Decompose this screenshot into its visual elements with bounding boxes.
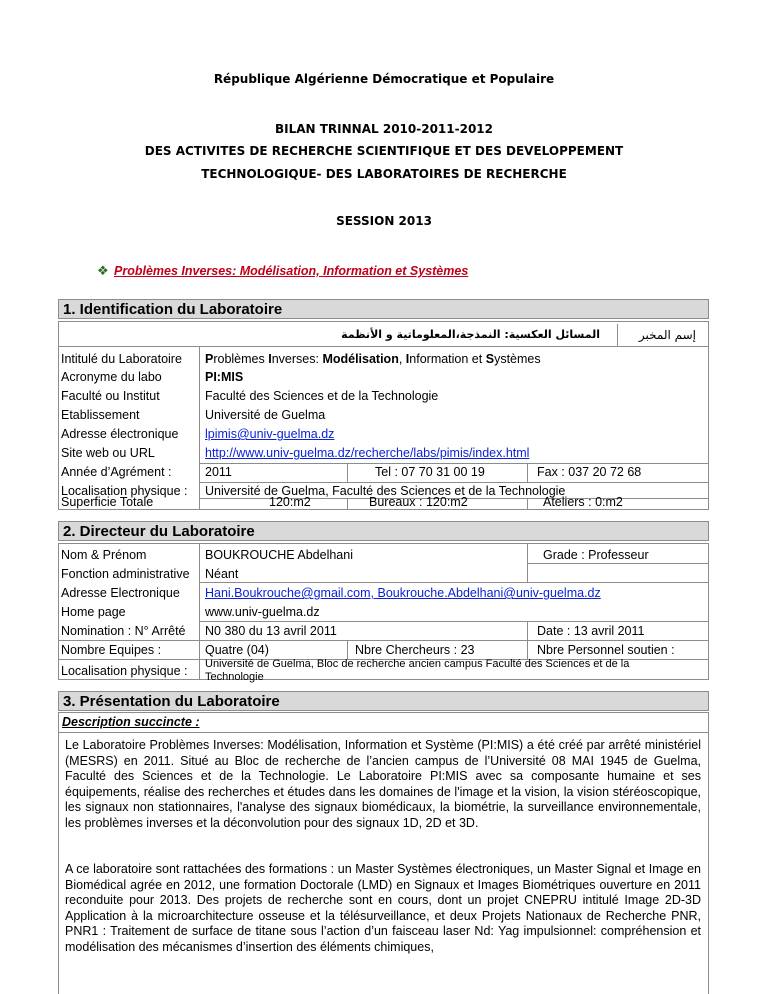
label-nomination: Nomination : N° Arrêté bbox=[61, 624, 186, 638]
label-nom: Nom & Prénom bbox=[61, 548, 147, 562]
divider bbox=[347, 640, 348, 659]
header-bilan: BILAN TRINNAL 2010-2011-2012 bbox=[274, 122, 493, 136]
arabic-separator bbox=[617, 324, 618, 346]
value-date: Date : 13 avril 2011 bbox=[537, 624, 645, 638]
value-superficie: 120:m2 bbox=[269, 495, 311, 509]
presentation-box bbox=[58, 712, 709, 994]
value-home-page[interactable]: www.univ-guelma.dz bbox=[205, 605, 320, 619]
value-localisation: Université de Guelma, Faculté des Sciences et de la Technologie bbox=[205, 484, 566, 498]
description-label: Description succincte : bbox=[62, 715, 200, 729]
label-intitule: Intitulé du Laboratoire bbox=[61, 352, 182, 366]
header-activites: DES ACTIVITES DE RECHERCHE SCIENTIFIQUE ET DES DEVELOPPEMENT bbox=[144, 144, 624, 158]
divider bbox=[347, 498, 348, 510]
value-grade: Grade : Professeur bbox=[543, 548, 649, 562]
divider bbox=[199, 346, 200, 510]
divider bbox=[347, 463, 348, 482]
header-session: SESSION 2013 bbox=[336, 214, 432, 228]
divider bbox=[199, 582, 708, 583]
divider bbox=[527, 498, 528, 510]
label-home-page: Home page bbox=[61, 605, 126, 619]
value-annee: 2011 bbox=[205, 465, 232, 479]
label-fonction: Fonction administrative bbox=[61, 567, 190, 581]
arabic-lab-name: المسائل العكسية: النمذجة،المعلوماتية و الأنظمة bbox=[341, 328, 600, 341]
section-presentation-title: 3. Présentation du Laboratoire bbox=[58, 691, 709, 711]
label-faculte: Faculté ou Institut bbox=[61, 389, 160, 403]
divider bbox=[199, 621, 708, 622]
label-localisation-physique: Localisation physique : bbox=[61, 664, 188, 678]
identification-table bbox=[58, 321, 709, 510]
value-tel: Tel : 07 70 31 00 19 bbox=[375, 465, 485, 479]
label-equipes: Nombre Equipes : bbox=[61, 643, 162, 657]
value-nom: BOUKROUCHE Abdelhani bbox=[205, 548, 353, 562]
divider bbox=[59, 732, 708, 733]
description-paragraph-2: A ce laboratoire sont rattachées des formations : un Master Systèmes électroniques, un Master Signal et Image en Biomédical agrée en 2012, une formation Doctorale (LMD) en Signaux et Images Biométriques ouverture en 2011 reconduite pour 2013. Des projets de recherche sont en cours, dont un projet CNEPRU intitulé Image 2D-3D Application à la microarchitecture osseuse et la télésurveillance, et deux Projets Nationaux de Recherche PNR, PNR1 : Traitement de surface de titane sous l’action d’un faisceau laser Nd: Yag impulsionnel: compréhension et modélisation des mécanismes d’insertion des éléments chimiques, bbox=[65, 862, 701, 954]
value-equipes: Quatre (04) bbox=[205, 643, 269, 657]
divider bbox=[527, 563, 708, 564]
value-bureaux: Bureaux : 120:m2 bbox=[369, 495, 468, 509]
website-link[interactable]: http://www.univ-guelma.dz/recherche/labs/pimis/index.html bbox=[205, 446, 530, 460]
value-chercheurs: Nbre Chercheurs : 23 bbox=[355, 643, 475, 657]
divider bbox=[199, 482, 708, 483]
label-acronyme: Acronyme du labo bbox=[61, 370, 162, 384]
section-identification-title: 1. Identification du Laboratoire bbox=[58, 299, 709, 319]
description-paragraph-1: Le Laboratoire Problèmes Inverses: Modélisation, Information et Système (PI:MIS) a été créé par arrêté ministériel (MESRS) en 2011. Situé au Bloc de recherche de l’ancien campus de l’Université 08 MAI 1945 de Guelma, Faculté des Sciences et de la Technologie. Le Laboratoire PI:MIS avec sa composante humaine et ses équipements, réalise des recherches et études dans les domaines de l'image et la vision, la vision stéréoscopique, les signaux non stationnaires, l'analyse des signaux biomédicaux, la biométrie, la surveillance environnementale, les problèmes inverses et la déconvolution pour des signaux 1D, 2D et 3D. bbox=[65, 738, 701, 830]
diamond-bullet-icon: ❖ bbox=[97, 263, 109, 278]
label-superficie: Superficie Totale bbox=[61, 495, 154, 509]
divider bbox=[199, 463, 708, 464]
value-fax: Fax : 037 20 72 68 bbox=[537, 465, 642, 479]
value-fonction: Néant bbox=[205, 567, 239, 581]
value-faculte: Faculté des Sciences et de la Technologie bbox=[205, 389, 439, 403]
divider bbox=[59, 640, 708, 641]
value-intitule: Problèmes Inverses: Modélisation, Information et Systèmes bbox=[205, 352, 541, 366]
lab-title-link[interactable]: Problèmes Inverses: Modélisation, Information et Systèmes bbox=[114, 264, 469, 278]
label-site: Site web ou URL bbox=[61, 446, 155, 460]
label-adresse-electronique: Adresse Electronique bbox=[61, 586, 180, 600]
divider bbox=[527, 463, 528, 482]
header-technologique: TECHNOLOGIQUE- DES LABORATOIRES DE RECHERCHE bbox=[201, 167, 567, 181]
directeur-table bbox=[58, 543, 709, 683]
arabic-name-row bbox=[59, 322, 708, 346]
label-localisation: Localisation physique : bbox=[61, 484, 188, 498]
header-country: République Algérienne Démocratique et Populaire bbox=[213, 72, 555, 86]
label-adresse: Adresse électronique bbox=[61, 427, 179, 441]
value-nomination: N0 380 du 13 avril 2011 bbox=[205, 624, 337, 638]
value-localisation-physique: Université de Guelma, Bloc de recherche ancien campus Faculté des Sciences et de la Technologie bbox=[205, 658, 630, 683]
email-link[interactable]: lpimis@univ-guelma.dz bbox=[205, 427, 335, 441]
divider bbox=[59, 346, 708, 347]
value-acronyme: PI:MIS bbox=[205, 370, 244, 384]
label-annee: Année d’Agrément : bbox=[61, 465, 172, 479]
arabic-lab-label: إسم المخبر bbox=[638, 328, 696, 342]
section-directeur-title: 2. Directeur du Laboratoire bbox=[58, 521, 709, 541]
label-etablissement: Etablissement bbox=[61, 408, 140, 422]
value-ateliers: Ateliers : 0:m2 bbox=[543, 495, 623, 509]
value-personnel: Nbre Personnel soutien : bbox=[537, 643, 675, 657]
value-etablissement: Université de Guelma bbox=[205, 408, 326, 422]
director-email-link[interactable]: Hani.Boukrouche@gmail.com, Boukrouche.Abdelhani@univ-guelma.dz bbox=[205, 586, 601, 600]
